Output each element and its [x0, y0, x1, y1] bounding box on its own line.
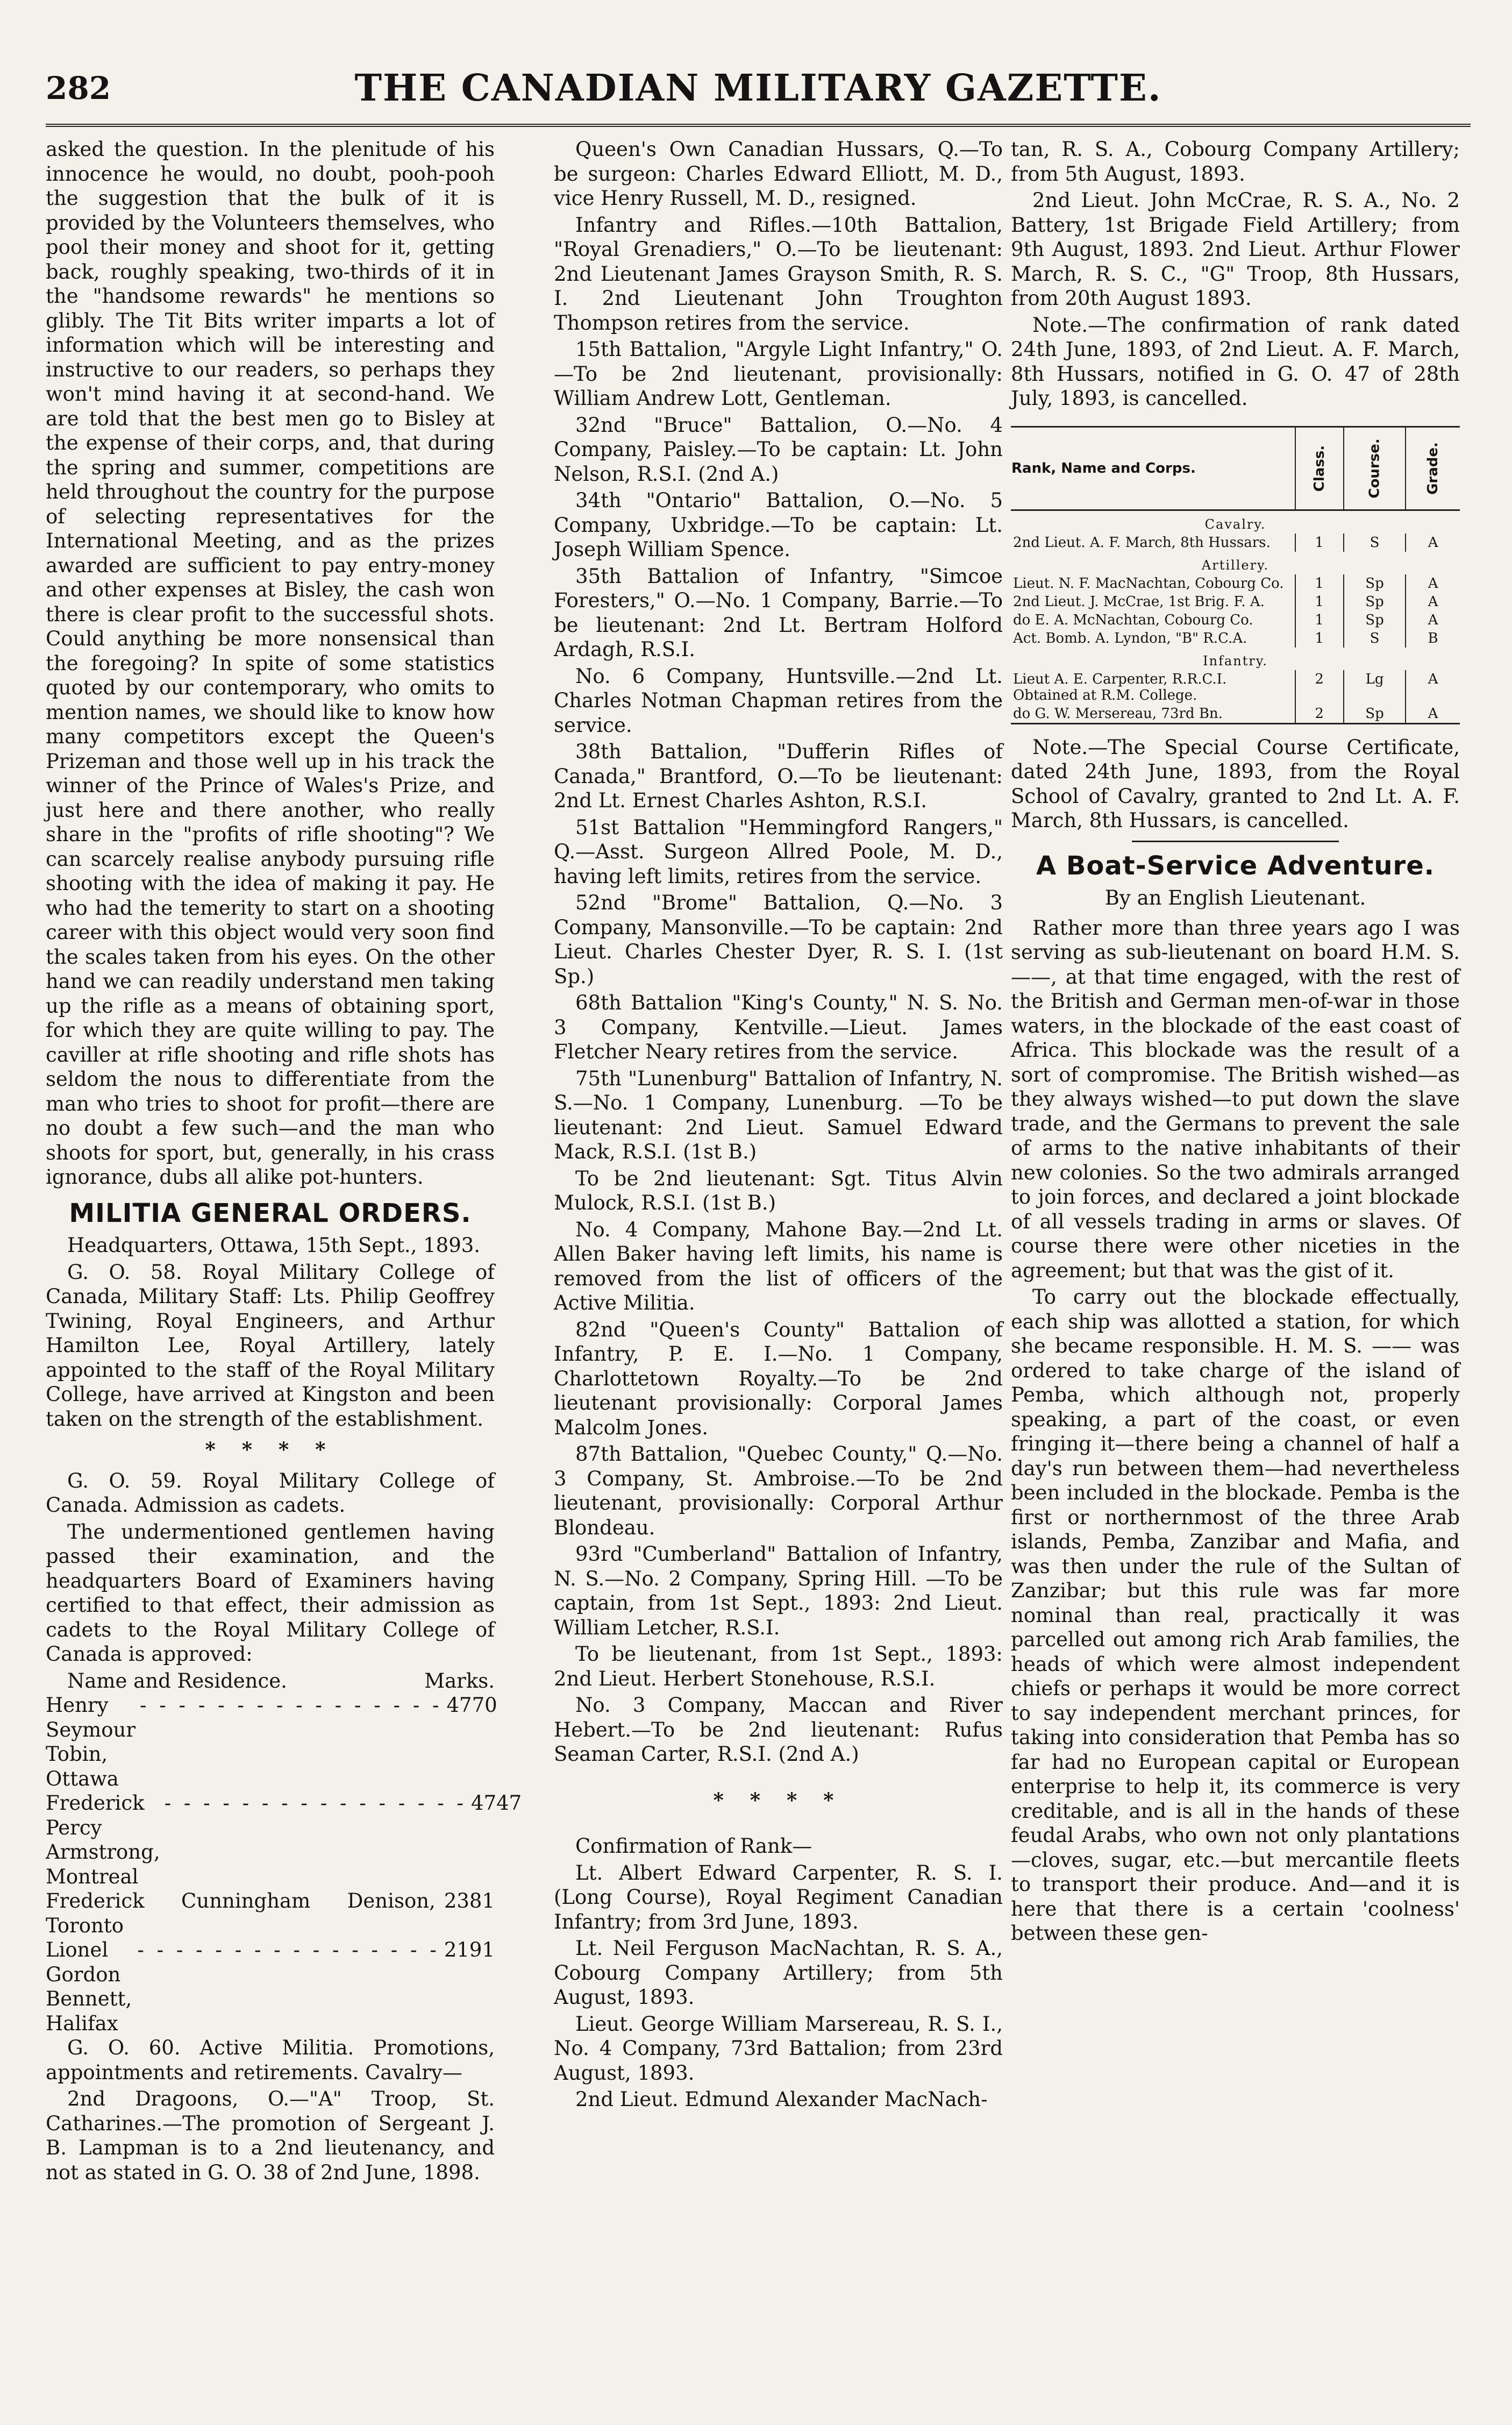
confirmation-item: 2nd Lieut. John McCrae, R. S. A., No. 2 Battery, 1st Brigade Field Artillery; from 9th August, 1893. 2nd Lieut. Arthur Flower March, R. S. C., "G" Troop, 8th Hussars, from 20th August 1893. [1011, 189, 1460, 310]
cadet-marks: 2381 [444, 1889, 495, 1912]
cadet-name: Henry Seymour Tobin, Ottawa [46, 1694, 136, 1790]
order-item: 38th Battalion, "Dufferin Rifles of Canada," Brantford, O.—To be lieutenant: 2nd Lt. Ernest Charles Ashton, R.S.I. [554, 740, 1003, 812]
order-item: No. 4 Company, Mahone Bay.—2nd Lt. Allen Baker having left limits, his name is removed from the list of officers of the Active Militia. [554, 1218, 1003, 1314]
table-cell-grade: A [1406, 611, 1460, 629]
table-row [1011, 705, 1460, 724]
table-row [1011, 670, 1460, 705]
table-cell-grade: A [1406, 574, 1460, 593]
cadet-name: Lionel Gordon Bennett, Halifax [46, 1938, 132, 2035]
general-order-58: G. O. 58. Royal Military College of Canada, Military Staff: Lts. Philip Geoffrey Twining, Royal Engineers, and Arthur Hamilton Lee, Royal Artillery, lately appointed to the staff of the Royal Military College, have arrived at Kingston and been taken on the strength of the establishment. [46, 1260, 495, 1431]
article-paragraph: asked the question. In the plenitude of his innocence he would, no doubt, pooh-pooh the suggestion that the bulk of it is provided by the Volunteers themselves, who pool their money and shoot for it, getting back, roughly speaking, two-thirds of it in the "handsome rewards" he mentions so glibly. The Tit Bits writer imparts a lot of information which will be interesting and instructive to our readers, so perhaps they won't mind having it at second-hand. We are told that the best men go to Bisley at the expense of their corps, and, that during the spring and summer, competitions are held throughout the country for the purpose of selecting representatives for the International Meeting, and as the prizes awarded are sufficient to pay entry-money and other expenses at Bisley, the cash won there is clear profit to the successful shots. Could anything be more nonsensical than the foregoing? In spite of some statistics quoted by our contemporary, who omits to mention names, we should like to know how many competitors except the Queen's Prizeman and those well up in his track the winner of the Prince of Wales's Prize, and just here and there another, who really share in the "profits of rifle shooting"? We can scarcely realise anybody pursuing rifle shooting with the idea of making it pay. He who had the temerity to start on a shooting career with this object would very soon find the scales taken from his eyes. On the other hand we can readily understand men taking up the rifle as a means of obtaining sport, for which they are quite willing to pay. The caviller at rifle shooting and rifle shots has seldom the nous to differentiate from the man who tries to shoot for profit—there are no doubt a few such—and the man who shoots for sport, but, generally, in his crass ignorance, dubs all alike pot-hunters. [46, 138, 495, 1189]
confirmation-item: Lt. Neil Ferguson MacNachtan, R. S. A., Cobourg Company Artillery; from 5th August, 1893. [554, 1937, 1003, 2009]
order-item: No. 3 Company, Maccan and River Hebert.—To be 2nd lieutenant: Rufus Seaman Carter, R.S.I. (2nd A.) [554, 1694, 1003, 1766]
marks-header-name: Name and Residence. [67, 1669, 287, 1692]
marks-header [46, 1669, 495, 1694]
dragoons-paragraph: 2nd Dragoons, O.—"A" Troop, St. Catharines.—The promotion of Sergeant J. B. Lampman is to a 2nd lieutenancy, and not as stated in G. O. 38 of 2nd June, 1898. [46, 2087, 495, 2184]
table-cell-course: Sp [1344, 611, 1406, 629]
cadet-name: Frederick Cunningham Denison, Toronto [46, 1889, 436, 1937]
confirmation-item: Lt. Albert Edward Carpenter, R. S. I. (Long Course), Royal Regiment Canadian Infantry; from 3rd June, 1893. [554, 1861, 1003, 1933]
leader-dots: - - - - - - - - - - - - - - - - [164, 1791, 467, 1815]
section-separator: * * * * [713, 1788, 844, 1812]
table-cell-class: 2 [1295, 705, 1344, 724]
table-row [1011, 593, 1460, 611]
cadet-marks: 4770 [446, 1694, 497, 1717]
table-cell-class: 1 [1295, 574, 1344, 593]
table-row [1011, 611, 1460, 629]
course-column-header: Course. [1344, 426, 1406, 510]
page-number: 282 [46, 70, 111, 106]
table-cell-grade: A [1406, 593, 1460, 611]
class-column-header: Class. [1295, 426, 1344, 510]
order-item: 32nd "Bruce" Battalion, O.—No. 4 Company, Paisley.—To be captain: Lt. John Nelson, R.S.I. (2nd A.) [554, 413, 1003, 486]
cadet-marks: 4747 [471, 1791, 522, 1815]
table-cell-name: do G. W. Mersereau, 73rd Bn. [1013, 705, 1223, 722]
grade-column-header: Grade. [1406, 426, 1460, 510]
section-separator: * * * * [205, 1438, 336, 1461]
order-item: Queen's Own Canadian Hussars, Q.—To be surgeon: Charles Edward Elliott, M. D., vice Henry Russell, M. D., resigned. [554, 138, 1003, 210]
headquarters-line: Headquarters, Ottawa, 15th Sept., 1893. [67, 1234, 481, 1257]
order-item: 35th Battalion of Infantry, "Simcoe Foresters," O.—No. 1 Company, Barrie.—To be lieutenant: 2nd Lt. Bertram Holford Ardagh, R.S.I. [554, 564, 1003, 661]
table-cell-name: Lieut. N. F. MacNachtan, Cobourg Co. [1013, 575, 1284, 592]
table-row [1011, 629, 1460, 648]
order-item: 93rd "Cumberland" Battalion of Infantry, N. S.—No. 2 Company, Spring Hill. —To be captain, from 1st Sept., 1893: 2nd Lieut. William Letcher, R.S.I. [554, 1542, 1003, 1639]
order-item: To be 2nd lieutenant: Sgt. Titus Alvin Mulock, R.S.I. (1st B.) [554, 1167, 1003, 1214]
table-cell-course: S [1344, 534, 1406, 552]
table-category: Artillery. [1201, 557, 1269, 573]
cadet-row [46, 1889, 495, 1938]
note-paragraph: Note.—The confirmation of rank dated 24th June, 1893, of 2nd Lieut. A. F. March, 8th Hussars, notified in G. O. 47 of 28th July, 1893, is cancelled. [1011, 313, 1460, 410]
order-item: 87th Battalion, "Quebec County," Q.—No. 3 Company, St. Ambroise.—To be 2nd lieutenant, provisionally: Corporal Arthur Blondeau. [554, 1442, 1003, 1539]
boat-service-heading: A Boat-Service Adventure. [1036, 850, 1435, 881]
table-cell-class: 2 [1295, 670, 1344, 705]
article-paragraph: Rather more than three years ago I was serving as sub-lieutenant on board H.M. S.——, at that time engaged, with the rest of the British and German men-of-war in those waters, in the blockade of the east coast of Africa. This blockade was the result of a sort of compromise. The British wished—as they always wished—to put down the slave trade, and the Germans to prevent the sale of arms to the native inhabitants of their new colonies. So the two admirals arranged to join forces, and declared a joint blockade of all vessels trading in arms or slaves. Of course there were other niceties in the agreement; but that was the gist of it. [1011, 916, 1460, 1282]
table-cell-name: Lieut A. E. Carpenter, R.R.C.I. Obtained at R.M. College. [1013, 671, 1227, 703]
table-cell-name: 2nd Lieut. J. McCrae, 1st Brig. F. A. [1013, 593, 1265, 610]
table-cell-name: 2nd Lieut. A. F. March, 8th Hussars. [1013, 534, 1271, 551]
order-item: 75th "Lunenburg" Battalion of Infantry, N. S.—No. 1 Company, Lunenburg. —To be lieutenant: 2nd Lieut. Samuel Edward Mack, R.S.I. (1st B.) [554, 1066, 1003, 1163]
order-item: 34th "Ontario" Battalion, O.—No. 5 Company, Uxbridge.—To be captain: Lt. Joseph William Spence. [554, 489, 1003, 561]
order-item: 15th Battalion, "Argyle Light Infantry," O.—To be 2nd lieutenant, provisionally: William Andrew Lott, Gentleman. [554, 338, 1003, 410]
cadet-name: Frederick Percy Armstrong, Montreal [46, 1791, 160, 1888]
cadet-marks: 2191 [444, 1938, 495, 1961]
order-item: 51st Battalion "Hemmingford Rangers," Q.—Asst. Surgeon Allred Poole, M. D., having left limits, retires from the service. [554, 815, 1003, 888]
militia-orders-heading: MILITIA GENERAL ORDERS. [69, 1198, 472, 1228]
cadet-row [46, 1938, 495, 2036]
article-paragraph: To carry out the blockade effectually, each ship was allotted a station, for which she became responsible. H. M. S. —— was ordered to take charge of the island of Pemba, which although not, properly speaking, a part of the coast, or even fringing it—there being a channel of half a day's run between them—had nevertheless been included in the blockade. Pemba is the first or northernmost of the three Arab islands, Pemba, Zanzibar and Mafia, and was then under the rule of the Sultan of Zanzibar; but this rule was far more nominal than real, practically it was parcelled out among rich Arab families, the heads of which were almost independent chiefs or perhaps it would be more correct to say independent merchant princes, for taking into consideration that Pemba has so far had no European capital or European enterprise to help it, its commerce is very creditable, and is all in the hands of these feudal Arabs, who own not only plantations—cloves, sugar, etc.—but mercantile fleets to transport their produce. And—and it is here that there is a certain 'coolness' between these gen- [1011, 1285, 1460, 1945]
confirmation-item: Lieut. George William Marsereau, R. S. I., No. 4 Company, 73rd Battalion; from 23rd August, 1893. [554, 2012, 1003, 2085]
rank-column-header: Rank, Name and Corps. [1011, 426, 1295, 510]
order-item: 68th Battalion "King's County," N. S. No. 3 Company, Kentville.—Lieut. James Fletcher Neary retires from the service. [554, 991, 1003, 1063]
table-row [1011, 534, 1460, 552]
note-paragraph: Note.—The Special Course Certificate, dated 24th June, 1893, from the Royal School of Cavalry, granted to 2nd Lt. A. F. March, 8th Hussars, is cancelled. [1011, 735, 1460, 832]
order-item: 82nd "Queen's County" Battalion of Infantry, P. E. I.—No. 1 Company, Charlottetown Royalty.—To be 2nd lieutenant provisionally: Corporal James Malcolm Jones. [554, 1318, 1003, 1439]
table-cell-grade: A [1406, 534, 1460, 552]
table-cell-course: Sp [1344, 593, 1406, 611]
general-order-59: G. O. 59. Royal Military College of Canada. Admission as cadets. [46, 1469, 495, 1517]
confirmation-item: 2nd Lieut. Edmund Alexander MacNach- [575, 2088, 988, 2111]
rank-table [1011, 426, 1460, 724]
marks-header-marks: Marks. [424, 1669, 495, 1692]
page-header [46, 65, 1471, 127]
leader-dots: - - - - - - - - - - - - - - - - [140, 1694, 443, 1717]
masthead-title: THE CANADIAN MILITARY GAZETTE. [354, 67, 1162, 110]
table-cell-class: 1 [1295, 629, 1344, 648]
table-cell-grade: A [1406, 705, 1460, 724]
table-cell-grade: A [1406, 670, 1460, 705]
rank-table-header [1011, 426, 1460, 510]
table-category: Infantry. [1203, 653, 1268, 669]
table-cell-course: Sp [1344, 705, 1406, 724]
table-cell-course: Sp [1344, 574, 1406, 593]
section-divider [1132, 841, 1338, 842]
exam-paragraph: The undermentioned gentlemen having passed their examination, and the headquarters Board of Examiners having certified to that effect, their admission as cadets to the Royal Military College of Canada is approved: [46, 1520, 495, 1666]
confirmation-heading: Confirmation of Rank— [575, 1834, 812, 1858]
table-cell-course: S [1344, 629, 1406, 648]
table-cell-class: 1 [1295, 534, 1344, 552]
table-cell-class: 1 [1295, 593, 1344, 611]
table-row [1011, 574, 1460, 593]
leader-dots: - - - - - - - - - - - - - - - - [137, 1938, 440, 1961]
column-1 [46, 137, 522, 2187]
column-3 [1011, 137, 1460, 1948]
table-cell-grade: B [1406, 629, 1460, 648]
order-item: Infantry and Rifles.—10th Battalion, "Royal Grenadiers," O.—To be lieutenant: 2nd Lieutenant James Grayson Smith, R. S. I. 2nd Lieutenant John Troughton Thompson retires from the service. [554, 213, 1003, 335]
general-order-60: G. O. 60. Active Militia. Promotions, appointments and retirements. Cavalry— [46, 2036, 495, 2084]
confirmation-continued: tan, R. S. A., Cobourg Company Artillery; from 5th August, 1893. [1011, 138, 1460, 186]
order-item: No. 6 Company, Huntsville.—2nd Lt. Charles Notman Chapman retires from the service. [554, 664, 1003, 737]
column-2 [554, 137, 1003, 2114]
byline: By an English Lieutenant. [1104, 886, 1366, 909]
order-item: 52nd "Brome" Battalion, Q.—No. 3 Company, Mansonville.—To be captain: 2nd Lieut. Charles Chester Dyer, R. S. I. (1st Sp.) [554, 891, 1003, 988]
table-cell-name: do E. A. McNachtan, Cobourg Co. [1013, 611, 1253, 628]
table-category: Cavalry. [1204, 516, 1266, 532]
table-cell-course: Lg [1344, 670, 1406, 705]
cadet-row [46, 1693, 495, 1791]
table-cell-class: 1 [1295, 611, 1344, 629]
order-item: To be lieutenant, from 1st Sept., 1893: 2nd Lieut. Herbert Stonehouse, R.S.I. [554, 1642, 1003, 1690]
cadet-row [46, 1791, 522, 1889]
table-cell-name: Act. Bomb. A. Lyndon, "B" R.C.A. [1013, 630, 1247, 646]
